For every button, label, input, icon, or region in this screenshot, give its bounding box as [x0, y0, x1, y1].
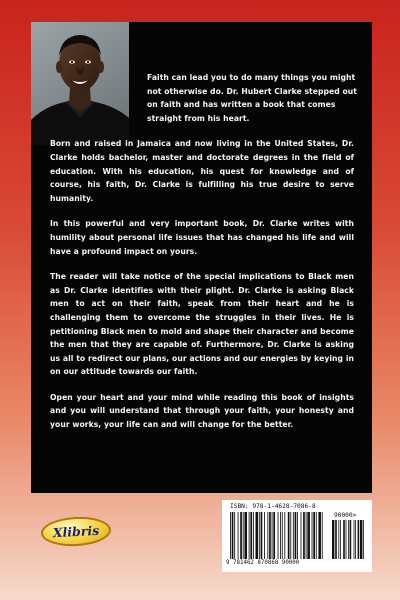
- addon-barcode-bar: [332, 520, 334, 559]
- barcode-bar: [243, 512, 244, 559]
- addon-barcode-bar: [338, 520, 339, 559]
- publisher-logo-text: Xlibris: [52, 522, 100, 541]
- barcode-bar: [250, 512, 252, 559]
- blurb-paragraph-3: In this powerful and very important book, Dr. Clarke writes with humility about personal life issues that has changed his life and will have a profound impact on yours.: [50, 219, 354, 256]
- isbn-barcode: [222, 500, 372, 572]
- isbn-label: ISBN: 978-1-4628-7086-8: [230, 503, 316, 510]
- barcode-bar: [280, 512, 281, 559]
- addon-barcode-bar: [363, 520, 364, 559]
- addon-barcode-bar: [358, 520, 360, 559]
- barcode-bar: [234, 512, 235, 559]
- barcode-bar: [293, 512, 294, 559]
- barcode-bar: [303, 512, 305, 559]
- barcode-bar: [253, 512, 254, 559]
- barcode-bar: [259, 512, 260, 559]
- addon-barcode-bar: [340, 520, 341, 559]
- barcode-bar: [318, 512, 321, 559]
- addon-barcode-bar: [335, 520, 337, 559]
- addon-barcode-bar: [346, 520, 347, 559]
- barcode-bar: [282, 512, 283, 559]
- addon-barcode-bar: [360, 520, 362, 559]
- barcode-bar: [284, 512, 285, 559]
- barcode-bar: [288, 512, 290, 559]
- blurb-paragraph-1: Faith can lead you to do many things you might not otherwise do. Dr. Hubert Clarke stepped out on faith and has written a book that comes straight from his heart.: [147, 73, 357, 123]
- barcode-bar: [238, 512, 239, 559]
- barcode-bar: [297, 512, 298, 559]
- blurb-paragraph-2: Born and raised in Jamaica and now living in the United States, Dr. Clarke holds bachelor, master and doctorate degrees in the field of education. With his education, his quest for knowledge and of course, his faith, Dr. Clarke is fulfilling his true desire to serve humanity.: [50, 139, 354, 203]
- barcode-bar: [267, 512, 268, 559]
- barcode-bar: [240, 512, 242, 559]
- barcode-bar: [301, 512, 302, 559]
- barcode-bar: [307, 512, 310, 559]
- barcode-bar: [261, 512, 263, 559]
- barcode-bar: [278, 512, 279, 559]
- barcode-bar: [269, 512, 271, 559]
- barcode-bar: [249, 512, 250, 559]
- addon-barcode-bar: [354, 520, 355, 559]
- back-cover-text: [31, 22, 372, 432]
- price-code-label: 90000>: [334, 512, 357, 519]
- addon-barcode-bar: [343, 520, 345, 559]
- barcode-digits: 9 781462 870868 90000: [226, 560, 300, 566]
- addon-barcode-bar: [350, 520, 352, 559]
- barcode-bar: [295, 512, 297, 559]
- barcode-bar: [306, 512, 307, 559]
- barcode-bar: [312, 512, 313, 559]
- barcode-bar: [264, 512, 265, 559]
- addon-barcode-bars: [332, 520, 364, 559]
- barcode-bar: [290, 512, 291, 559]
- blurb-paragraph-5: Open your heart and your mind while reading this book of insights and you will understand that through your faith, your honesty and your works, your life can and will change for the better.: [50, 392, 354, 430]
- barcode-bar: [232, 512, 234, 559]
- barcode-bar: [313, 512, 315, 559]
- barcode-bar: [272, 512, 273, 559]
- barcode-bar: [273, 512, 275, 559]
- addon-barcode-bar: [348, 520, 349, 559]
- barcode-bar: [322, 512, 323, 559]
- blurb-paragraph-4: The reader will take notice of the special implications to Black men as Dr. Clarke identifies with their plight. Dr. Clarke is asking Black men to act on their faith, speak from their heart and he is challenging them to overcome the struggles in their lives. He is petitioning Black men to mold and shape their character and become the men that they are capable of. Furthermore, Dr. Clarke is asking us all to redirect our plans, our actions and our energies by keying in on our attitude towards our faith.: [50, 272, 354, 377]
- barcode-bar: [244, 512, 247, 559]
- barcode-bar: [230, 512, 231, 559]
- publisher-logo: [40, 515, 111, 548]
- barcode-bar: [256, 512, 259, 559]
- addon-barcode-bar: [355, 520, 356, 559]
- barcode-bar: [316, 512, 317, 559]
- main-barcode-bars: [230, 512, 323, 559]
